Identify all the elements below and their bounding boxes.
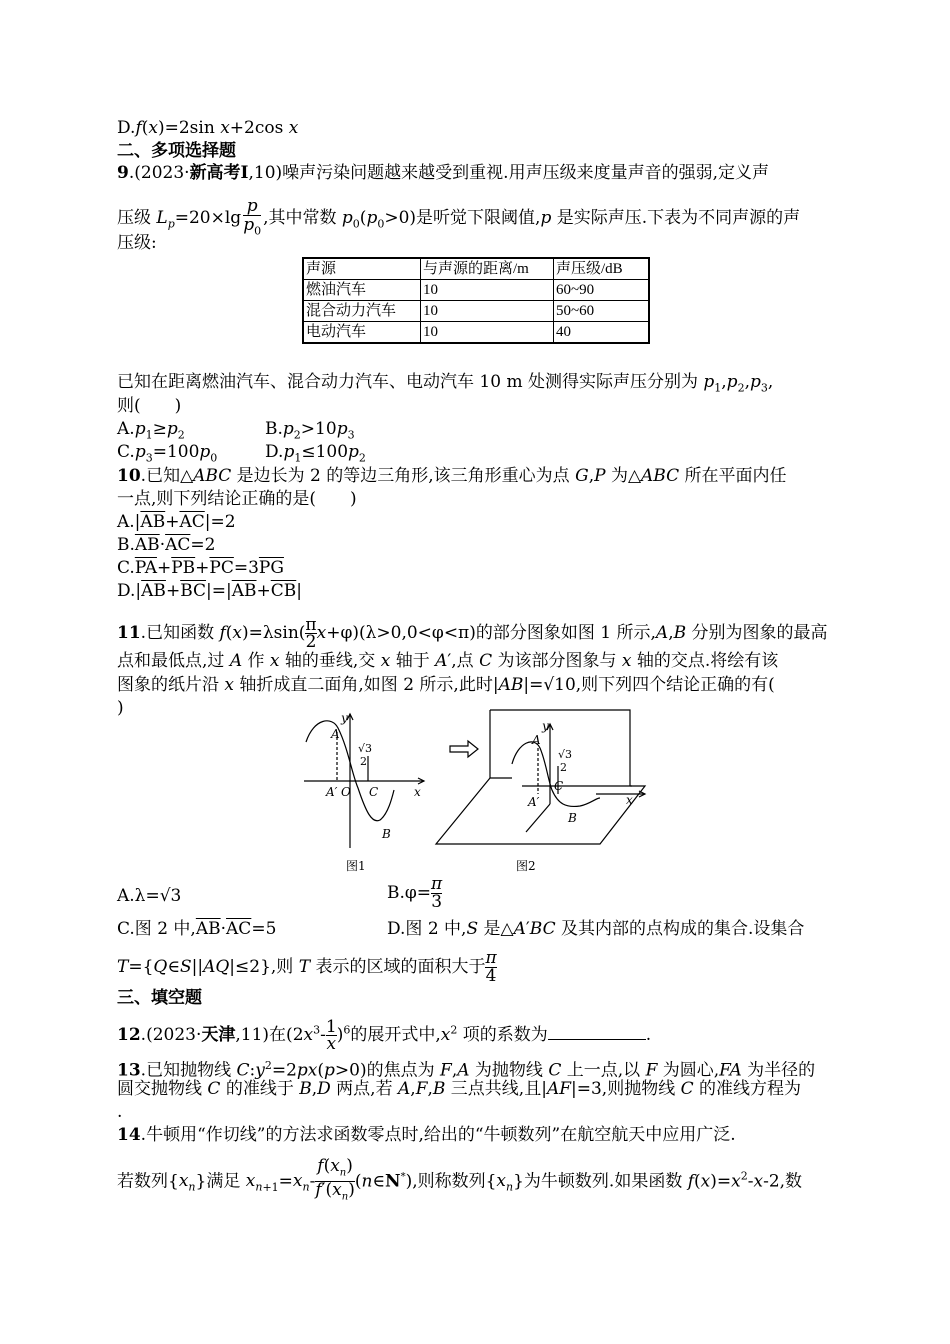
q9-option-a: $A.p_1\ge p_2$ [117, 419, 185, 442]
figure-2 [436, 710, 645, 844]
table-cell: 60~90 [554, 280, 650, 301]
fig2-label-sqrt3: √3 [558, 748, 573, 761]
q11-option-d-cont: T={Q∈S||AQ|≤2},则 T 表示的区域的面积大于 $\frac{\pi}{4}$ [117, 948, 497, 986]
section-heading-fill: 三、填空题 [117, 988, 202, 1008]
q9-line1: 9.(2023·新高考Ⅰ,10)噪声污染问题越来越受到重视.用声压级来度量声音的强弱,定义声 [117, 163, 769, 183]
q10-option-d: $D.|\overline{AB}+\overline{BC}|=|\overline{AB}+\overline{CB}|$ [117, 581, 302, 601]
table-row [303, 322, 649, 344]
q11-line1: 11.已知函数 f(x)=λsin( $\frac{\pi}{2}$ x+φ)(λ>0,0<φ<π)的部分图象如图 1 所示,A,B 分别为图象的最高 [117, 615, 828, 652]
fig1-label-x: x [414, 785, 421, 799]
fig1-label-a: A [331, 727, 340, 741]
table-header-cell: 声源 [303, 258, 421, 280]
table-cell: 混合动力汽车 [303, 301, 421, 322]
q13-line3: . [117, 1102, 123, 1122]
q9-line3: 压级: [117, 233, 157, 253]
transform-arrow-icon [450, 741, 478, 757]
q9-option-d: $D.p_1\le 100p_2$ [265, 442, 366, 465]
q13-line1: 13.已知抛物线 $C:y^2=2px(p>0)$的焦点为 F,A 为抛物线 C 上一点,以 F 为圆心,FA 为半径的 [117, 1059, 816, 1081]
table-header-cell: 与声源的距离/m [421, 258, 554, 280]
table-row [303, 280, 649, 301]
q11-line4: ) [117, 698, 124, 718]
q14-line1: 14.牛顿用“作切线”的方法求函数零点时,给出的“牛顿数列”在航空航天中应用广泛. [117, 1125, 736, 1145]
table-header-cell: 声压级/dB [554, 258, 650, 280]
figure-1 [304, 714, 424, 848]
fig1-label-a-prime: A′ [326, 785, 338, 799]
fig2-label-2: 2 [560, 761, 567, 774]
q11-line3: 图象的纸片沿 x 轴折成直二面角,如图 2 所示,此时|AB|=√10,则下列四个结论正确的有( [117, 675, 775, 695]
q13-line2: 圆交抛物线 C 的准线于 B,D 两点,若 A,F,B 三点共线,且|AF|=3,则抛物线 C 的准线方程为 [117, 1079, 802, 1099]
q11-option-d: D.图 2 中,S 是△A′BC 及其内部的点构成的集合.设集合 [387, 919, 805, 939]
table-header-row [303, 258, 649, 280]
q11-option-c: C.图 2 中$,\overline{AB}\cdot\overline{AC}=5$ [117, 919, 277, 939]
fig1-label-sqrt3: √3 [358, 742, 373, 755]
table-cell: 电动汽车 [303, 322, 421, 344]
q14-line2: 若数列$\{x_n\}$满足 $x_{n+1}=x_n-$ $\frac{f(x_n)}{f'(x_n)}$ (n∈N*),则称数列$\{x_n\}$为牛顿数列.如果函数 $f(x)=x^2-x-2$,数 [117, 1156, 803, 1203]
table-cell: 40 [554, 322, 650, 344]
q9-line4: 已知在距离燃油汽车、混合动力汽车、电动汽车 10 m 处测得实际声压分别为 $p_1,p_2,p_3$, [117, 372, 774, 395]
q10-line1: 10.已知△ABC 是边长为 2 的等边三角形,该三角形重心为点 G,P 为△ABC 所在平面内任 [117, 466, 787, 486]
fig1-label-2: 2 [360, 755, 367, 768]
fig1-label-y: y [341, 711, 348, 725]
table-cell: 10 [421, 301, 554, 322]
table-cell: 10 [421, 280, 554, 301]
fig1-label-c: C [369, 785, 379, 799]
fig1-caption: 图1 [346, 859, 366, 873]
fig1-label-b: B [382, 827, 391, 841]
q9-line5: 则( ) [117, 396, 182, 416]
fig2-label-a: A [532, 733, 541, 747]
fig2-label-b: B [568, 811, 577, 825]
q10-option-c: $C.\overline{PA}+\overline{PB}+\overline{PC}=3\overline{PG}$ [117, 558, 284, 578]
q10-option-a: $A.|\overline{AB}+\overline{AC}|=2$ [117, 512, 236, 532]
fig2-caption: 图2 [516, 859, 536, 873]
q11-option-b: B.φ= $\frac{\pi}{3}$ [387, 874, 443, 912]
table-cell: 10 [421, 322, 554, 344]
q11-line2: 点和最低点,过 A 作 x 轴的垂线,交 x 轴于 A′,点 C 为该部分图象与 x 轴的交点.将绘有该 [117, 651, 779, 671]
q9-option-b: $B.p_2>10p_3$ [265, 419, 355, 442]
q10-option-b: $B.\overline{AB}\cdot\overline{AC}=2$ [117, 535, 216, 555]
q9-option-c: $C.p_3=100p_0$ [117, 442, 218, 465]
table-cell: 50~60 [554, 301, 650, 322]
function-figures [300, 708, 660, 880]
section-heading-multi: 二、多项选择题 [117, 141, 236, 161]
fig1-label-o: O [341, 785, 351, 799]
fig2-label-x: x [626, 793, 633, 807]
answer-blank [548, 1025, 646, 1040]
option-d-prev: D.f(x)=2sin x+2cos x [117, 118, 299, 138]
fig2-label-c: C [554, 779, 564, 793]
q11-option-a: A.λ=√3 [117, 886, 182, 906]
table-row [303, 301, 649, 322]
q12-line: 12.(2023·天津,11)在($2x^3-$ $\frac{1}{x}$ )$^6$的展开式中$,x^2$ 项的系数为 . [117, 1017, 652, 1054]
q9-line2: 压级 $L_p=20\times\lg$ $\frac{p}{p_0}$ ,其中常数 $p_0(p_0>0)$是听觉下限阈值,p 是实际声压.下表为不同声源的声 [117, 196, 801, 238]
sound-level-table [302, 257, 650, 344]
table-cell: 燃油汽车 [303, 280, 421, 301]
fig2-label-y: y [542, 719, 549, 733]
fig2-label-a-prime: A′ [528, 795, 540, 809]
q10-line2: 一点,则下列结论正确的是( ) [117, 489, 357, 509]
